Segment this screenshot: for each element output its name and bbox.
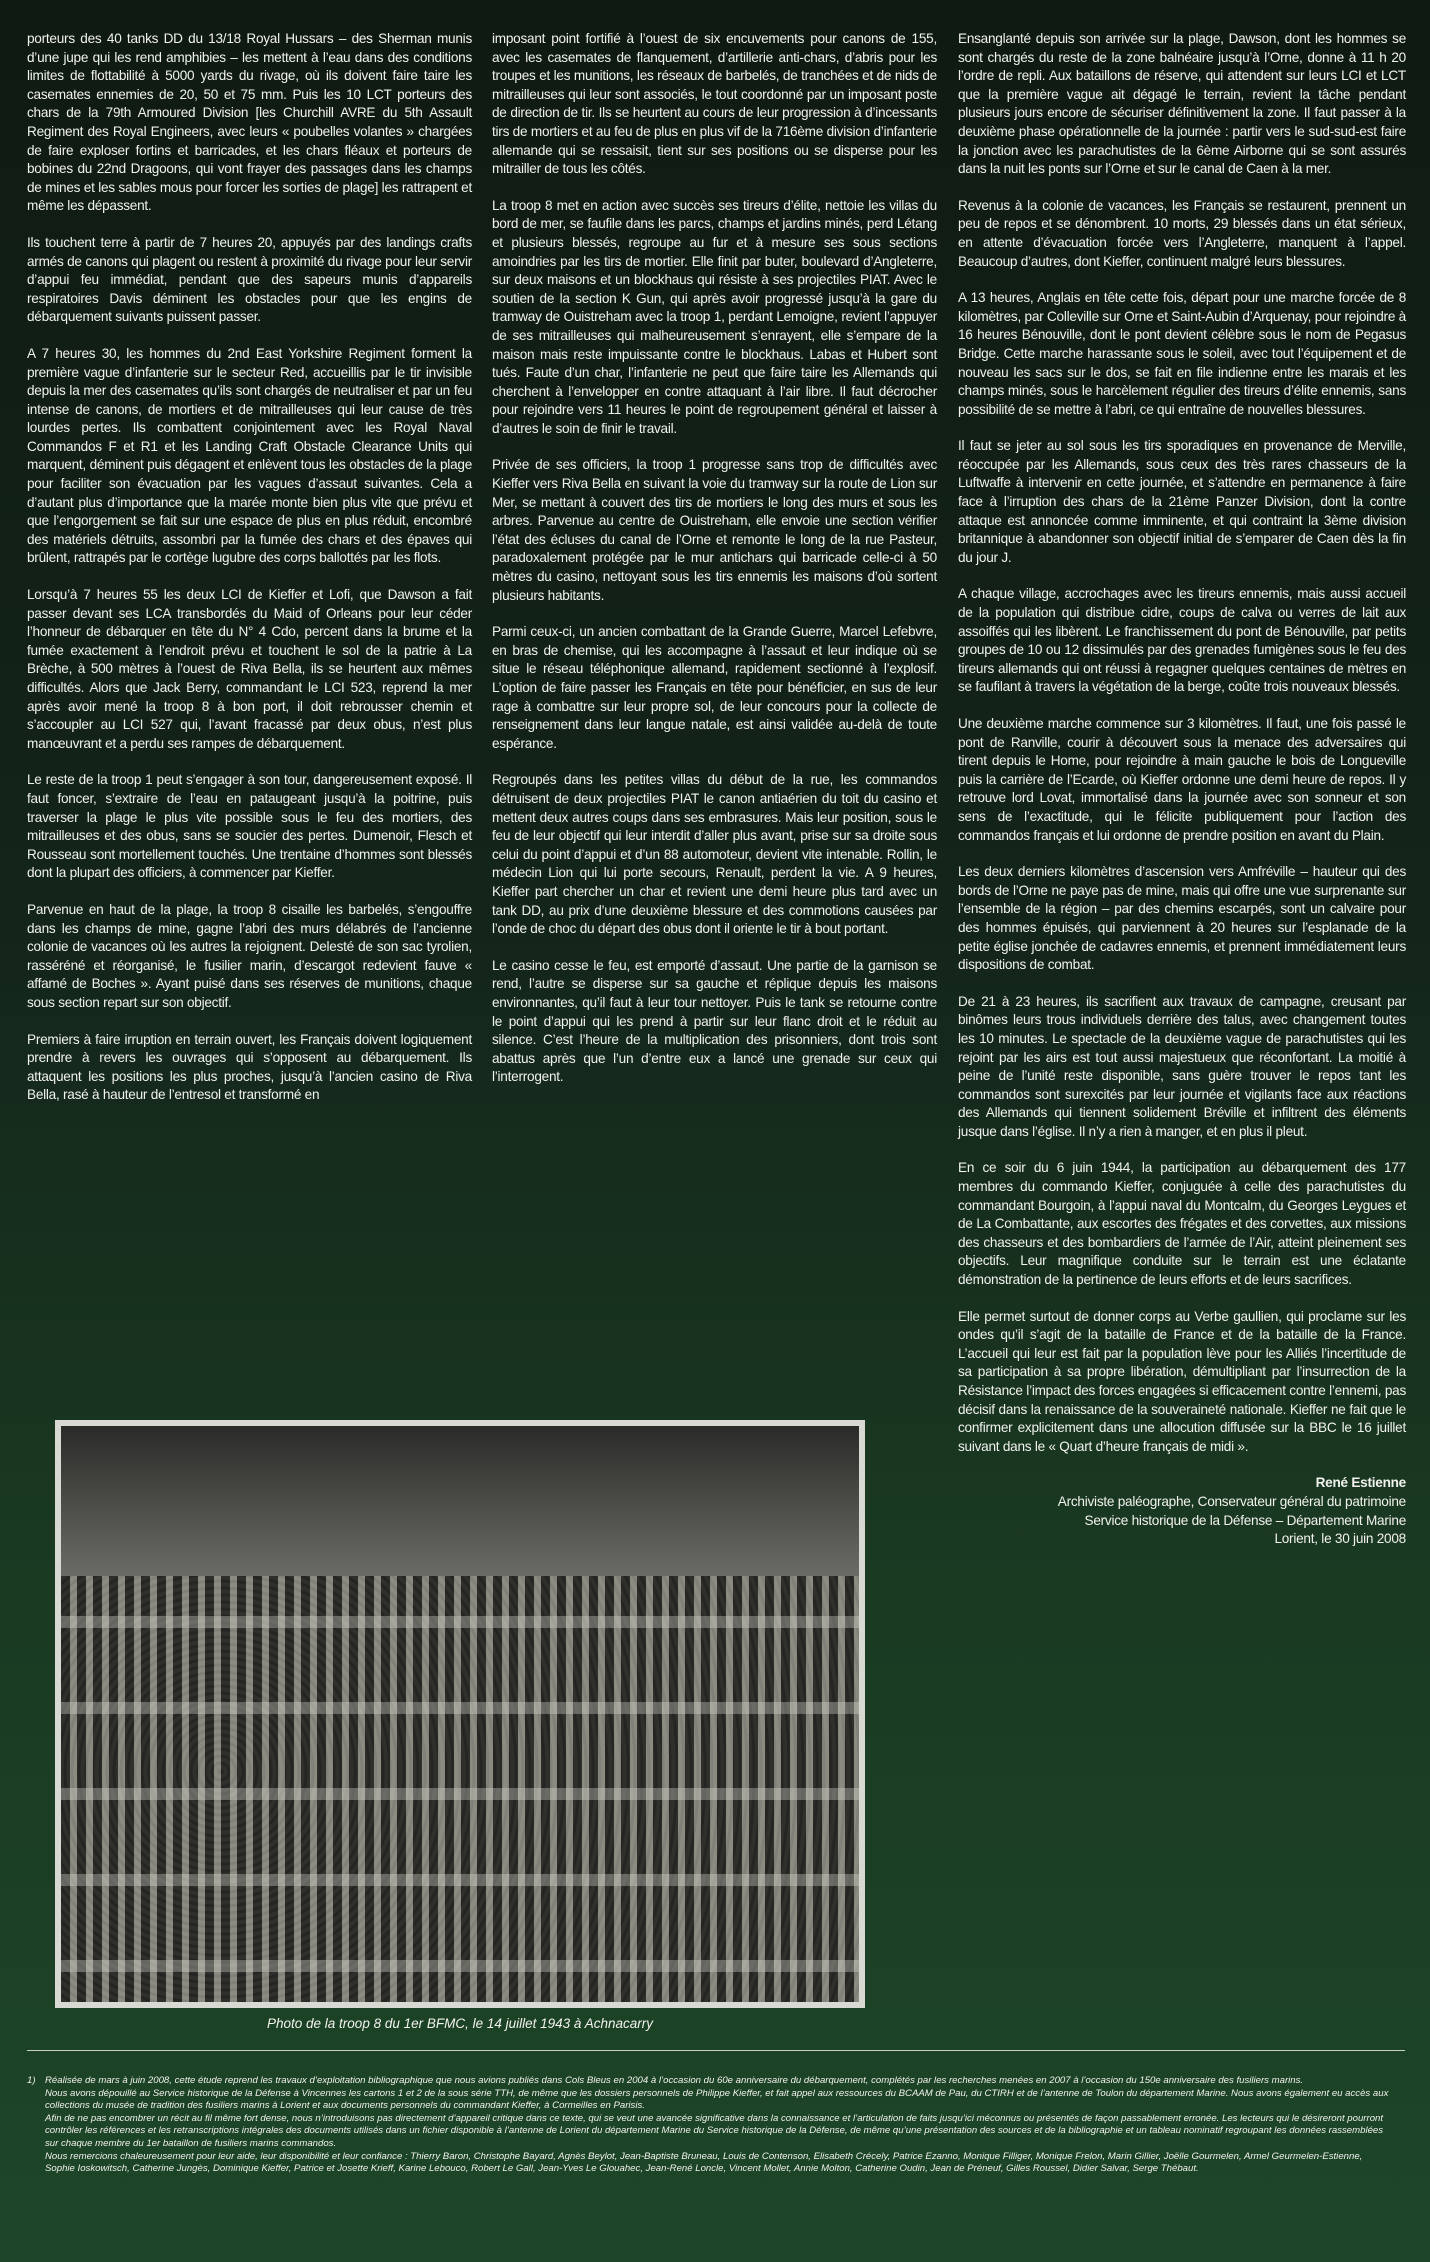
paragraph: Ensanglanté depuis son arrivée sur la plage, Dawson, dont les hommes se sont chargés du reste de la zone balnéaire jusqu’à l’Orne, donne à 11 h 20 l’ordre de repli. Aux bataillons de réserve, qui attendent sur leurs LCI et LCT que la première vague ait dégagé le terrain, revient la tâche pendant plusieurs jours encore de sécuriser définitivement la zone. Il faut passer à la deuxième phase opérationnelle de la journée : partir vers le sud-sud-est faire la jonction avec les parachutistes de la 6ème Airborne qui se sont assurés dans la nuit les ponts sur l’Orne et sur le canal de Caen à la mer.: [958, 31, 1406, 177]
paragraph: imposant point fortifié à l’ouest de six encuvements pour canons de 155, avec les casemates de flanquement, d’artillerie anti-chars, d’abris pour les troupes et les munitions, les réseaux de barbelés, de tranchées et de nids de mitrailleuses qui leur sont associés, le tout coordonné par un imposant poste de direction de tir. Ils se heurtent au cours de leur progression à d’incessants tirs de mortiers et au feu de plus en plus vif de la 716ème division d’infanterie allemande qui se ressaisit, tient sur ses positions ou se disperse pour les mitrailler de tous les côtés.: [492, 31, 937, 177]
paragraph: Lorsqu’à 7 heures 55 les deux LCI de Kieffer et Lofi, que Dawson a fait passer devant ses LCA transbordés du Maid of Orleans pour leur céder l’honneur de débarquer en tête du N° 4 Cdo, percent dans la brume et la fumée exactement à l’endroit prévu et touchent le sol de la patrie à La Brèche, à 500 mètres à l’ouest de Riva Bella, ils se heurtent aux mêmes difficultés. Alors que Jack Berry, commandant le LCI 523, reprend la mer après avoir mené la troop 8 à bon port, il doit rebrousser chemin et s’accoupler au LCI 527 qui, l’avant fracassé par deux obus, n’est plus manœuvrant et a perdu ses rampes de débarquement.: [27, 587, 472, 751]
paragraph: De 21 à 23 heures, ils sacrifient aux travaux de campagne, creusant par binômes leurs trous individuels derrière des talus, avec changement toutes les 10 minutes. Le spectacle de la deuxième vague de parachutistes qui les rejoint par les airs est tout aussi majestueux que réconfortant. La moitié à peine de l’unité reste disponible, sans guère trouver le repos tant les commandos sont surexcités par leur journée et vigilants face aux réactions des Allemands qui tiennent solidement Bréville et infiltrent des éléments jusque dans l’église. Il n’y a rien à manger, et en plus il pleut.: [958, 993, 1406, 1139]
paragraph: Les deux derniers kilomètres d’ascension vers Amfréville – hauteur qui des bords de l’Orne ne paye pas de mine, mais qui offre une vue surprenante sur l’ensemble de la région – par des chemins escarpés, sont un calvaire pour des hommes épuisés, qui parviennent à 20 heures sur l’esplanade de la petite église jonchée de cadavres ennemis, et prennent immédiatement leurs dispositions de combat.: [958, 864, 1406, 973]
signature-date: Lorient, le 30 juin 2008: [1274, 1531, 1406, 1547]
group-photo: [55, 1420, 865, 2008]
paragraph: Elle permet surtout de donner corps au Verbe gaullien, qui proclame sur les ondes qu’il s’agit de la bataille de France et de la bataille de la France. L’accueil qui leur est fait par la population lève pour les Alliés l’incertitude de sa participation à sa propre libération, démultipliant par l’insurrection de la Résistance l’impact des forces engagées si efficacement contre l’ennemi, pas décisif dans la renaissance de la souveraineté nationale. Kieffer ne fait que le confirmer explicitement dans une allocution diffusée sur la BBC le 16 juillet suivant dans le « Quart d’heure français de midi ».: [958, 1308, 1406, 1454]
paragraph: A 13 heures, Anglais en tête cette fois, départ pour une marche forcée de 8 kilomètres, par Colleville sur Orne et Saint-Aubin d’Arquenay, pour rejoindre à 16 heures Bénouville, dont le pont devient célèbre sous le nom de Pegasus Bridge. Cette marche harassante sous le soleil, avec tout l’équipement et de nouveau les sacs sur le dos, se fait en file indienne entre les marais et les champs minés, sous le harcèlement régulier des tireurs d’élite ennemis, sans possibilité de se mettre à l’abri, ce qui entraîne de nouvelles blessures.: [958, 290, 1406, 417]
photo-faces: [61, 1576, 859, 2002]
divider: [27, 2050, 1405, 2051]
paragraph: A 7 heures 30, les hommes du 2nd East Yorkshire Regiment forment la première vague d’infanterie sur le secteur Red, accueillis par le tir invisible depuis la mer des casemates qu’ils sont chargés de neutraliser et par un feu intense de canons, de mortiers et de mitrailleuses qui leur cause de très lourdes pertes. Ils combattent conjointement avec les Royal Naval Commandos F et R1 et les Landing Craft Obstacle Clearance Units qui marquent, déminent puis dégagent et enlèvent tous les obstacles de la plage pour faciliter son évacuation par les vagues d’assaut suivantes. Cela a d’autant plus d’importance que la marée monte bien plus vite que prévu et que l’engorgement se fait sur une espace de plus en plus réduit, encombré des matériels détruits, assombri par la fumée des chars et des épaves qui brûlent, rattrapés par le cortège lugubre des corps ballottés par les flots.: [27, 345, 472, 566]
footnote: [27, 2075, 1407, 2176]
text-column-2: [492, 30, 937, 1105]
paragraph: Parvenue en haut de la plage, la troop 8 cisaille les barbelés, s’engouffre dans les champs de mine, gagne l’abri des murs délabrés de l’ancienne colonie de vacances où les autres la rejoignent. Delesté de son sac tyrolien, rasséréné et réorganisé, le fusilier marin, d’escargot redevient fauve « affamé de Boches ». Ayant puisé dans ses réserves de munitions, chaque sous section repart sur son objectif.: [27, 901, 472, 1010]
author-affiliation: Service historique de la Défense – Département Marine: [1084, 1512, 1406, 1528]
paragraph: La troop 8 met en action avec succès ses tireurs d’élite, nettoie les villas du bord de mer, se faufile dans les parcs, champs et jardins minés, perd Létang et plusieurs blessés, regroupe au fur et à mesure ses sous sections amoindries par les tirs de mortier. Elle finit par buter, boulevard d’Angleterre, sur deux maisons et un blockhaus qui résiste à ses projectiles PIAT. Avec le soutien de la section K Gun, qui après avoir progressé jusqu’à la gare du tramway de Ouistreham avec la troop 1, perdant Lemoigne, revient l’appuyer de ses mitrailleuses qui malheureusement s’enrayent, elle s’empare de la maison mais reste impuissante contre le blockhaus. Labas et Hubert sont tués. Faute d’un char, l’infanterie ne peut que faire taire les Allemands qui cherchent à l’envelopper en contre attaquant à l’air libre. Il faut décrocher pour rejoindre vers 11 heures le point de regroupement général et laisser à d’autres le soin de finir le travail.: [492, 197, 937, 436]
photo-background: [61, 1426, 859, 1576]
author-name: René Estienne: [1315, 1475, 1406, 1491]
paragraph: A chaque village, accrochages avec les tireurs ennemis, mais aussi accueil de la population qui distribue cidre, coups de calva ou verres de lait aux assoiffés qui les libèrent. Le franchissement du pont de Bénouville, par petits groupes de 10 ou 12 dissimulés par des grenades fumigènes sous le feu des tireurs allemands qui ont réussi à regagner quelques centaines de mètres en se faufilant à travers la végétation de la berge, coûte trois nouveaux blessés.: [958, 586, 1406, 695]
paragraph: Le reste de la troop 1 peut s’engager à son tour, dangereusement exposé. Il faut foncer, s’extraire de l’eau en pataugeant jusqu’à la poitrine, puis traverser la plage le plus vite possible sous le feu des mortiers, des mitrailleuses et des obus, sans se soucier des pertes. Dumenoir, Flesch et Rousseau sont mortellement touchés. Une trentaine d’hommes sont blessés dont la plupart des officiers, à commencer par Kieffer.: [27, 772, 472, 881]
photo-image: [61, 1426, 859, 2002]
author-title: Archiviste paléographe, Conservateur général du patrimoine: [1057, 1493, 1406, 1509]
footnote-body: [45, 2075, 1390, 2176]
paragraph: Il faut se jeter au sol sous les tirs sporadiques en provenance de Merville, réoccupée par les Allemands, sous ceux des très rares chasseurs de la Luftwaffe à intervenir en cette journée, et s’attendre en permanence à faire face à l’irruption des chars de la 21ème Panzer Division, dont la contre attaque est annoncée comme imminente, et qui contraint la 3ème division britannique à abandonner son objectif initial de s’emparer de Caen dès la fin du jour J.: [958, 438, 1406, 565]
paragraph: Une deuxième marche commence sur 3 kilomètres. Il faut, une fois passé le pont de Ranville, courir à découvert sous la menace des adversaires qui tirent depuis le Home, pour rejoindre à main gauche le bois de Longueville puis la carrière de l’Ecarde, où Kieffer ordonne une demi heure de repos. Il y retrouve lord Lovat, immortalisé dans la journée avec son sonneur et son sens de l’exactitude, qui le félicite publiquement pour l’action des commandos français et lui ordonne de prendre position en avant du Plain.: [958, 716, 1406, 843]
paragraph: Le casino cesse le feu, est emporté d’assaut. Une partie de la garnison se rend, l’autre se disperse sur sa gauche et réplique depuis les maisons environnantes, qu’il faut à leur tour nettoyer. Puis le tank se retourne contre le point d’appui qui les prend à partir sur leur flanc droit et le réduit au silence. C’est l’heure de la multiplication des prisonniers, dont trois sont abattus après que l’un d’entre eux a lancé une grenade sur ceux qui l’interrogent.: [492, 957, 937, 1085]
paragraph: Parmi ceux-ci, un ancien combattant de la Grande Guerre, Marcel Lefebvre, en bras de chemise, qui les accompagne à l’assaut et leur indique où se situe le réseau téléphonique allemand, rapidement sectionné à l’explosif. L’option de faire passer les Français en tête pour bénéficier, en sus de leur rage à combattre sur leur propre sol, de leur concours pour la collecte de renseignement dans leur langue natale, est ainsi validée au-delà de toute espérance.: [492, 624, 937, 751]
paragraph: porteurs des 40 tanks DD du 13/18 Royal Hussars – des Sherman munis d’une jupe qui les rend amphibies – les mettent à l’eau dans des conditions limites de flottabilité à 5000 yards du rivage, où ils doivent faire taire les casemates ennemies de 20, 50 et 75 mm. Puis les 10 LCT porteurs des chars de la 79th Armoured Division [les Churchill AVRE du 5th Assault Regiment des Royal Engineers, avec leurs « poubelles volantes » chargées de faire exploser fortins et barricades, et les chars fléaux et porteurs de bobines du 22nd Dragoons, qui vont frayer des passages dans les champs de mines et les sables mous pour forcer les sorties de plage] les rattrapent et même les dépassent.: [27, 31, 472, 214]
paragraph: Premiers à faire irruption en terrain ouvert, les Français doivent logiquement prendre à revers les ouvrages qui s’opposent au débarquement. Ils attaquent les positions les plus proches, jusqu’à l’ancien casino de Riva Bella, rasé à hauteur de l’entresol et transformé en: [27, 1031, 472, 1103]
footnote-line: Afin de ne pas encombrer un récit au fil même fort dense, nous n’introduisons pas directement d’appareil critique dans ce texte, qui se veut une avancée significative dans la connaissance et l’articulation de faits jusqu’ici méconnus ou présentés de façon passablement erronée. Les lecteurs qui le désireront pourront contrôler les références et les retranscriptions intégrales des documents utilisés dans un fichier disponible à l’antenne de Lorient du département Marine du Service historique de la Défense, de même qu’une présentation des sources et de la bibliographie et un tableau nominatif regroupant les données rassemblées sur chaque membre du 1er bataillon de fusiliers marins commandos.: [45, 2112, 1384, 2149]
footnote-line: Réalisée de mars à juin 2008, cette étude reprend les travaux d’exploitation bibliographique que nous avions publiés dans Cols Bleus en 2004 à l’occasion du 60e anniversaire du débarquement, complétés par les recherches menées en 2007 à l’occasion du 150e anniversaire des fusiliers marins.: [45, 2075, 1304, 2086]
footnote-line: Nous remercions chaleureusement pour leur aide, leur disponibilité et leur confiance : Thierry Baron, Christophe Bayard, Agnès Beylot, Jean-Baptiste Bruneau, Louis de Contenson, Elisabeth Crécely, Patrice Ezanno, Monique Filliger, Monique Frelon, Marin Gillier, Joëlle Gourmelen, Armel Geurmelen-Estienne, Sophie Ioskowitsch, Catherine Jungès, Dominique Kieffer, Patrice et Josette Krieff, Karine Lebouco, Robert Le Gall, Jean-Yves Le Glouahec, Jean-René Loncle, Vincent Mollet, Annie Molton, Catherine Oudin, Jean de Préneuf, Gilles Roussel, Didier Salvar, Serge Thébaut.: [45, 2150, 1363, 2175]
footnote-number: 1): [27, 2075, 36, 2086]
paragraph: En ce soir du 6 juin 1944, la participation au débarquement des 177 membres du commando Kieffer, conjuguée à celle des parachutistes du commandant Bourgoin, à l’appui naval du Montcalm, du Georges Leygues et de La Combattante, aux escortes des frégates et des corvettes, aux missions des chasseurs et des bombardiers de l’armée de l’Air, atteint pleinement ses objectifs. Leur magnifique conduite sur le terrain est une éclatante démonstration de la pertinence de leurs efforts et de leurs sacrifices.: [958, 1160, 1406, 1288]
paragraph: Privée de ses officiers, la troop 1 progresse sans trop de difficultés avec Kieffer vers Riva Bella en suivant la voie du tramway sur la route de Lion sur Mer, se mettant à couvert des tirs de mortiers le long des murs et sous les arbres. Parvenue au centre de Ouistreham, elle envoie une section vérifier l’état des écluses du canal de l’Orne et remonte le long de la rue Pasteur, paradoxalement protégée par le mur antichars qui barricade celle-ci à 50 mètres du casino, nettoyant sous les tirs ennemis les maisons d’où sortent plusieurs habitants.: [492, 457, 937, 603]
text-column-3: [958, 30, 1406, 1549]
paragraph: Revenus à la colonie de vacances, les Français se restaurent, prennent un peu de repos et se dénombrent. 10 morts, 29 blessés dans un état sérieux, en attente d’évacuation forcée vers l’Angleterre, manquent à l’appel. Beaucoup d’autres, dont Kieffer, continuent malgré leurs blessures.: [958, 197, 1406, 269]
paragraph: Regroupés dans les petites villas du début de la rue, les commandos détruisent de deux projectiles PIAT le canon antiaérien du toit du casino et mettent deux autres coups dans ses embrasures. Mais leur position, sous le feu de leur objectif qui leur interdit d’aller plus avant, prise sur sa droite sous celui du point d’appui et d’un 88 automoteur, devient vite intenable. Rollin, le médecin Lion qui lui porte secours, Renault, perdent la vie. A 9 heures, Kieffer part chercher un char et revient une demi heure plus tard avec un tank DD, au prix d’une deuxième blessure et des commotions causées par l’onde de choc du départ des obus dont il oriente le tir à bout portant.: [492, 772, 937, 937]
paragraph: Ils touchent terre à partir de 7 heures 20, appuyés par des landings crafts armés de canons qui plagent ou restent à proximité du rivage pour leur servir d’appui feu immédiat, pendant que des sapeurs munis d’appareils respiratoires Davis déminent les obstacles pour que les engins de débarquement suivants puissent passer.: [27, 234, 472, 325]
text-column-1: [27, 30, 472, 1123]
signature-block: [958, 1474, 1406, 1548]
footnote-line: Nous avons dépouillé au Service historique de la Défense à Vincennes les cartons 1 et 2 de la sous série TTH, de même que les dossiers personnels de Philippe Kieffer, et fait appel aux ressources du BCAAM de Pau, du CTIRH et de l’antenne de Toulon du département Marine. Nous avons également eu accès aux collections du musée de tradition des fusiliers marins à Lorient et aux documents personnels du commandant Kieffer, à Cormeilles en Parisis.: [45, 2087, 1389, 2112]
photo-caption: Photo de la troop 8 du 1er BFMC, le 14 juillet 1943 à Achnacarry: [267, 2016, 653, 2031]
